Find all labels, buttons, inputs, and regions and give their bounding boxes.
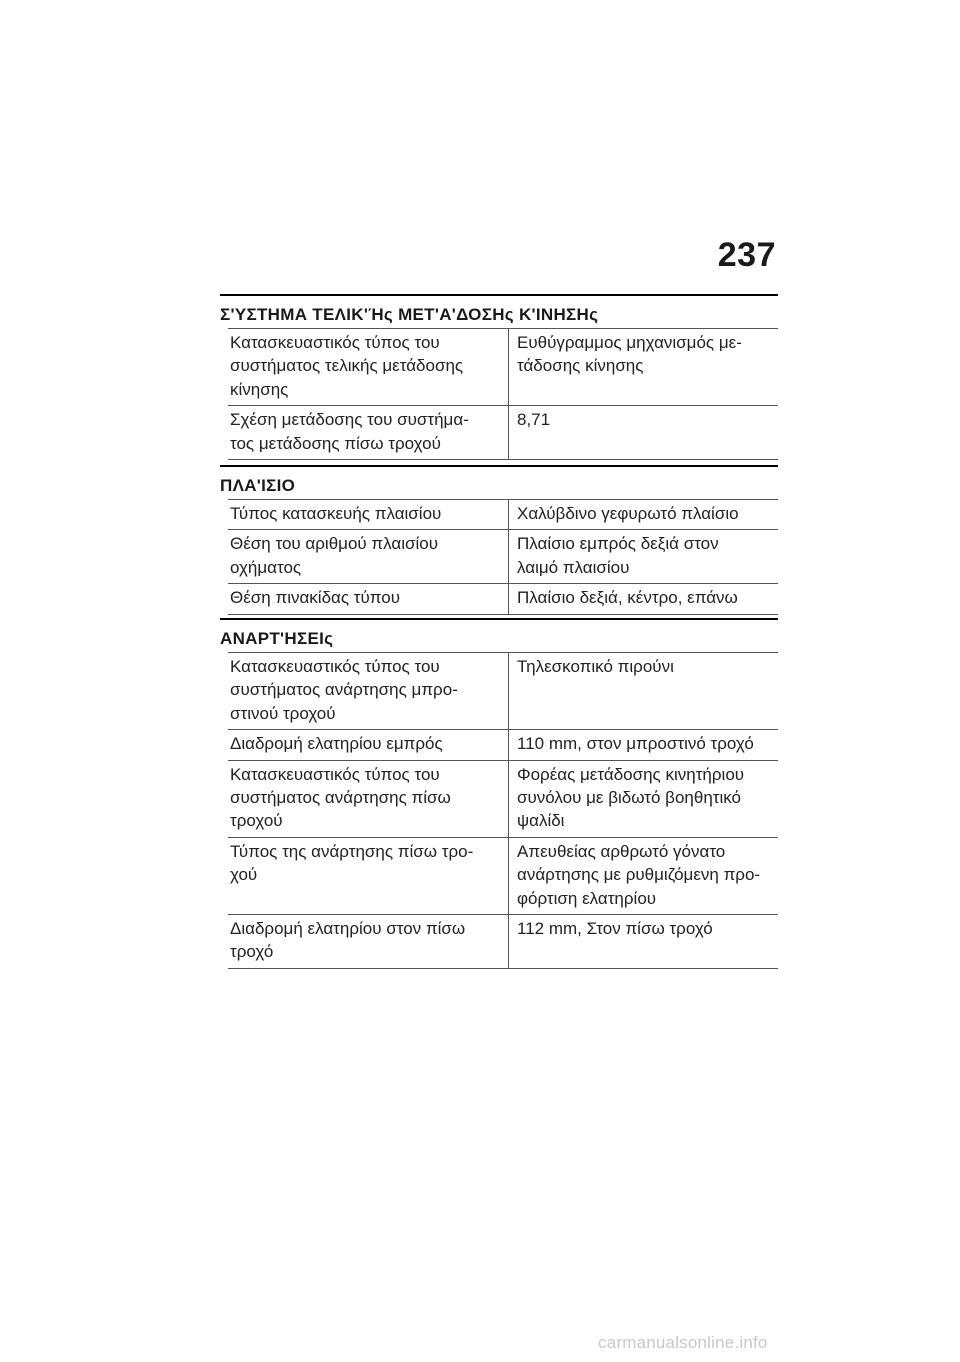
section-suspension [220,618,778,969]
spec-value: Φορέας μετάδοσης κινητήριου συνόλου με βιδωτό βοηθητικό ψαλίδι [517,764,745,831]
spec-label: Διαδρομή ελατηρίου εμπρός [228,730,509,759]
table-row [228,653,778,730]
table-row [228,838,778,915]
spec-table [228,499,778,615]
spec-value: Πλαίσιο δεξιά, κέντρο, επάνω [517,588,738,608]
section-title: ΑΝΑΡΤ'ΗΣΕΙς [220,618,778,652]
spec-value: 8,71 [517,410,551,430]
spec-label: Τύπος κατασκευής πλαισίου [228,500,509,529]
spec-value: Τηλεσκοπικό πιρούνι [517,657,674,676]
section-final-drive [220,294,778,460]
table-row [228,730,778,760]
page-number: 237 [717,236,776,274]
section-title: ΠΛΑ'ΙΣΙΟ [220,465,778,499]
section-title: Σ'ΥΣΤΗΜΑ ΤΕΛΙΚ'Ής ΜΕΤ'Α'ΔΟΣΗς Κ'ΙΝΗΣΗς [220,294,778,328]
table-row [228,761,778,838]
spec-value: 110 mm, στον μπροστινό τροχό [517,734,754,754]
spec-value: 112 mm, Στον πίσω τροχό [517,919,713,939]
spec-value: Ευθύγραμμος μηχανισμός με- τάδοσης κίνησης [517,333,742,376]
table-row [228,530,778,584]
table-row [228,406,778,460]
section-frame [220,465,778,615]
spec-label: Θέση πινακίδας τύπου [228,584,509,613]
spec-table [228,328,778,460]
table-row [228,329,778,406]
table-row [228,500,778,530]
spec-value: Απευθείας αρθρωτό γόνατο ανάρτησης με ρυθμιζόμενη προ- φόρτιση ελατηρίου [517,841,761,908]
spec-label: Διαδρομή ελατηρίου στον πίσω τροχό [228,915,509,968]
spec-label: Κατασκευαστικός τύπος του συστήματος ανάρτησης πίσω τροχού [228,761,509,837]
spec-label: Κατασκευαστικός τύπος του συστήματος ανάρτησης μπρο- στινού τροχού [228,653,509,729]
spec-label: Θέση του αριθμού πλαισίου οχήματος [228,530,509,583]
table-row [228,915,778,969]
spec-label: Τύπος της ανάρτησης πίσω τρο- χού [228,838,509,914]
spec-value: Πλαίσιο εμπρός δεξιά στον λαιμό πλαισίου [517,534,719,577]
spec-table [228,652,778,969]
spec-label: Σχέση μετάδοσης του συστήμα- τος μετάδοσης πίσω τροχού [228,406,509,459]
table-row [228,584,778,614]
footer-watermark: carmanualsonline.info [598,1333,768,1352]
spec-value: Χαλύβδινο γεφυρωτό πλαίσιο [517,504,739,523]
spec-label: Κατασκευαστικός τύπος του συστήματος τελικής μετάδοσης κίνησης [228,329,509,405]
